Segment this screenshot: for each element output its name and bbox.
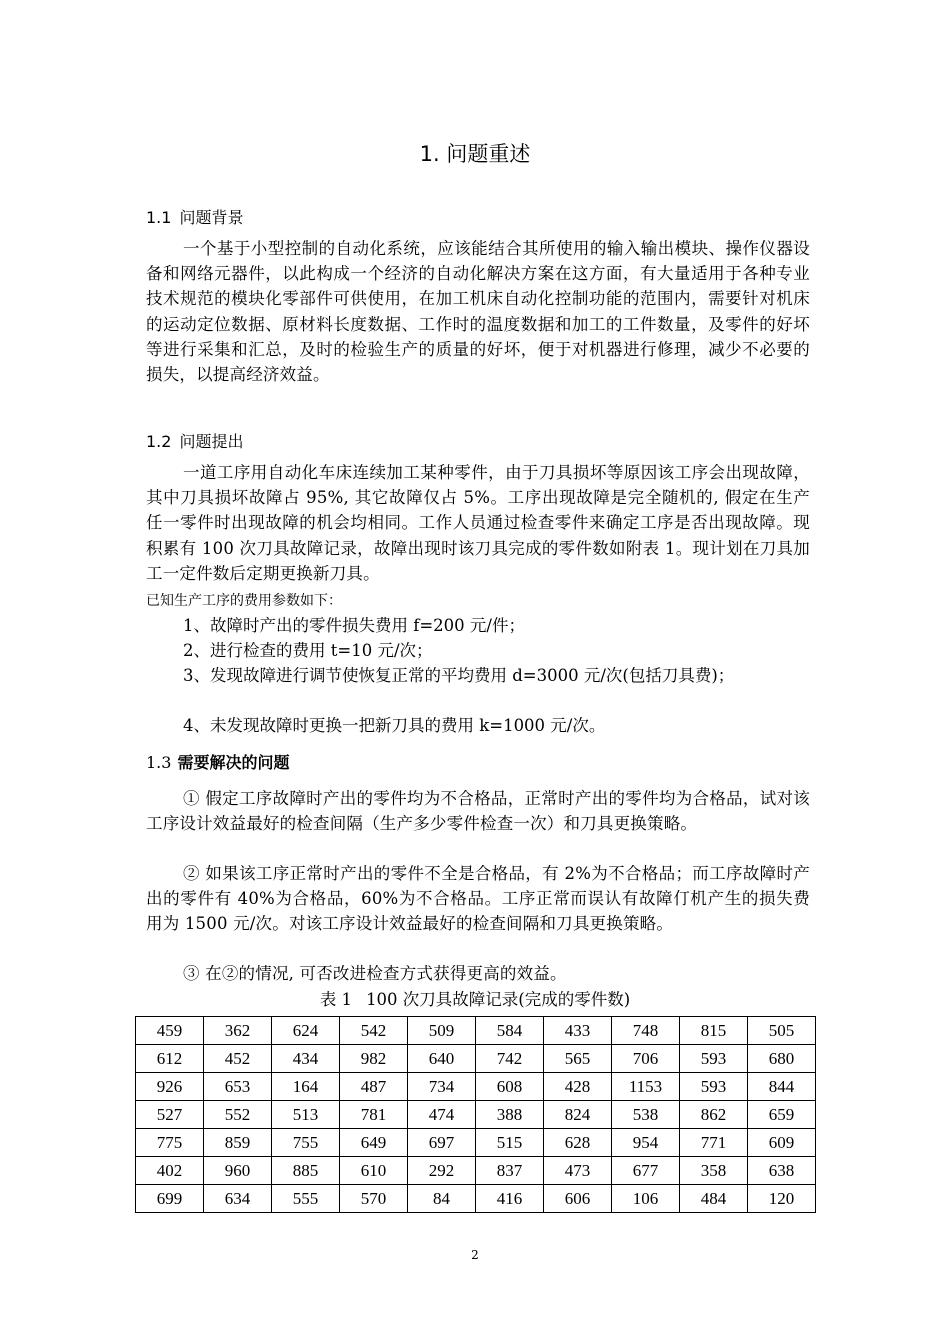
table-cell: 552 bbox=[204, 1101, 272, 1129]
table-cell: 699 bbox=[136, 1185, 204, 1213]
table-cell: 606 bbox=[544, 1185, 612, 1213]
table-cell: 538 bbox=[612, 1101, 680, 1129]
table-cell: 771 bbox=[680, 1129, 748, 1157]
tool-failure-table bbox=[135, 1016, 816, 1213]
table-cell: 362 bbox=[204, 1017, 272, 1045]
table-row bbox=[136, 1073, 816, 1101]
page-title: 1. 问题重述 bbox=[419, 142, 531, 166]
table-cell: 844 bbox=[748, 1073, 816, 1101]
table-cell: 677 bbox=[612, 1157, 680, 1185]
table-cell: 593 bbox=[680, 1073, 748, 1101]
table-row bbox=[136, 1101, 816, 1129]
table-caption bbox=[0, 986, 950, 1010]
table-cell: 542 bbox=[340, 1017, 408, 1045]
table-cell: 640 bbox=[408, 1045, 476, 1073]
table-caption-label: 表 1 bbox=[319, 990, 353, 1009]
table-cell: 515 bbox=[476, 1129, 544, 1157]
table-caption-text: 100 次刀具故障记录(完成的零件数) bbox=[366, 990, 631, 1009]
table-cell: 680 bbox=[748, 1045, 816, 1073]
table-cell: 653 bbox=[204, 1073, 272, 1101]
table-cell: 459 bbox=[136, 1017, 204, 1045]
table-cell: 837 bbox=[476, 1157, 544, 1185]
table-cell: 1153 bbox=[612, 1073, 680, 1101]
section-number: 1.1 bbox=[146, 208, 172, 227]
table-cell: 505 bbox=[748, 1017, 816, 1045]
table-cell: 628 bbox=[544, 1129, 612, 1157]
table-cell: 106 bbox=[612, 1185, 680, 1213]
cost-item: 3、发现故障进行调节使恢复正常的平均费用 d=3000 元/次(包括刀具费)； bbox=[183, 666, 735, 685]
section-heading-1-3 bbox=[146, 750, 289, 773]
cost-item: 4、未发现故障时更换一把新刀具的费用 k=1000 元/次。 bbox=[183, 716, 606, 735]
table-cell: 358 bbox=[680, 1157, 748, 1185]
section-number: 1.2 bbox=[146, 432, 172, 451]
section-title: 问题提出 bbox=[179, 432, 244, 451]
table-cell: 609 bbox=[748, 1129, 816, 1157]
table-cell: 120 bbox=[748, 1185, 816, 1213]
table-cell: 624 bbox=[272, 1017, 340, 1045]
table-cell: 748 bbox=[612, 1017, 680, 1045]
table-cell: 649 bbox=[340, 1129, 408, 1157]
table-cell: 527 bbox=[136, 1101, 204, 1129]
table-cell: 509 bbox=[408, 1017, 476, 1045]
table-cell: 433 bbox=[544, 1017, 612, 1045]
section-title: 问题背景 bbox=[179, 208, 244, 227]
table-row bbox=[136, 1017, 816, 1045]
table-cell: 84 bbox=[408, 1185, 476, 1213]
table-cell: 473 bbox=[544, 1157, 612, 1185]
table-row bbox=[136, 1157, 816, 1185]
table-cell: 638 bbox=[748, 1157, 816, 1185]
page-number: 2 bbox=[471, 1248, 479, 1262]
table-cell: 742 bbox=[476, 1045, 544, 1073]
table-cell: 610 bbox=[340, 1157, 408, 1185]
table-cell: 885 bbox=[272, 1157, 340, 1185]
table-cell: 926 bbox=[136, 1073, 204, 1101]
section-heading-1-2 bbox=[146, 429, 243, 452]
cost-item: 1、故障时产出的零件损失费用 f=200 元/件； bbox=[183, 616, 525, 635]
table-row bbox=[136, 1129, 816, 1157]
table-cell: 402 bbox=[136, 1157, 204, 1185]
table-cell: 775 bbox=[136, 1129, 204, 1157]
table-cell: 734 bbox=[408, 1073, 476, 1101]
background-paragraph: 一个基于小型控制的自动化系统，应该能结合其所使用的输入输出模块、操作仪器设备和网络元器件，以此构成一个经济的自动化解决方案在这方面，有大量适用于各种专业技术规范的模块化零部件可供使用，在加工机床自动化控制功能的范围内，需要针对机床的运动定位数据、原材料长度数据、工作时的温度数据和加工的工件数量，及零件的好坏等进行采集和汇总，及时的检验生产的质量的好坏，便于对机器进行修理，减少不必要的损失，以提高经济效益。 bbox=[146, 239, 810, 385]
question-paragraph: ② 如果该工序正常时产出的零件不全是合格品，有 2%为不合格品；而工序故障时产出的零件有 40%为合格品，60%为不合格品。工序正常而误认有故障仃机产生的损失费用为 1500 元/次。对该工序设计效益最好的检查间隔和刀具更换策略。 bbox=[146, 864, 810, 934]
table-cell: 584 bbox=[476, 1017, 544, 1045]
question-paragraph: ① 假定工序故障时产出的零件均为不合格品，正常时产出的零件均为合格品，试对该工序设计效益最好的检查间隔（生产多少零件检查一次）和刀具更换策略。 bbox=[146, 789, 810, 834]
table-row bbox=[136, 1185, 816, 1213]
table-cell: 434 bbox=[272, 1045, 340, 1073]
table-cell: 428 bbox=[544, 1073, 612, 1101]
table-cell: 513 bbox=[272, 1101, 340, 1129]
table-cell: 555 bbox=[272, 1185, 340, 1213]
table-cell: 634 bbox=[204, 1185, 272, 1213]
table-cell: 960 bbox=[204, 1157, 272, 1185]
table-cell: 593 bbox=[680, 1045, 748, 1073]
question-paragraph: ③ 在②的情况, 可否改进检查方式获得更高的效益。 bbox=[183, 964, 567, 983]
section-heading-1-1 bbox=[146, 205, 243, 228]
table-cell: 954 bbox=[612, 1129, 680, 1157]
table-row bbox=[136, 1045, 816, 1073]
table-cell: 416 bbox=[476, 1185, 544, 1213]
table-cell: 862 bbox=[680, 1101, 748, 1129]
section-number: 1.3 bbox=[146, 753, 172, 772]
table-cell: 388 bbox=[476, 1101, 544, 1129]
table-cell: 706 bbox=[612, 1045, 680, 1073]
section-title: 需要解决的问题 bbox=[177, 753, 290, 772]
table-cell: 982 bbox=[340, 1045, 408, 1073]
table-cell: 612 bbox=[136, 1045, 204, 1073]
table-cell: 474 bbox=[408, 1101, 476, 1129]
known-params-label: 已知生产工序的费用参数如下： bbox=[146, 593, 342, 609]
table-cell: 659 bbox=[748, 1101, 816, 1129]
table-cell: 697 bbox=[408, 1129, 476, 1157]
table-cell: 484 bbox=[680, 1185, 748, 1213]
table-cell: 755 bbox=[272, 1129, 340, 1157]
table-cell: 815 bbox=[680, 1017, 748, 1045]
cost-item: 2、进行检查的费用 t=10 元/次； bbox=[183, 641, 433, 660]
table-cell: 164 bbox=[272, 1073, 340, 1101]
table-cell: 859 bbox=[204, 1129, 272, 1157]
problem-paragraph: 一道工序用自动化车床连续加工某种零件，由于刀具损坏等原因该工序会出现故障，其中刀具损坏故障占 95%, 其它故障仅占 5%。工序出现故障是完全随机的, 假定在生产任一零件时出现故障的机会均相同。工作人员通过检查零件来确定工序是否出现故障。现积累有 100 次刀具故障记录，故障出现时该刀具完成的零件数如附表 1。现计划在刀具加工一定件数后定期更换新刀具。 bbox=[146, 463, 810, 583]
table-cell: 487 bbox=[340, 1073, 408, 1101]
table-cell: 565 bbox=[544, 1045, 612, 1073]
table-cell: 608 bbox=[476, 1073, 544, 1101]
table-cell: 292 bbox=[408, 1157, 476, 1185]
table-cell: 570 bbox=[340, 1185, 408, 1213]
table-cell: 781 bbox=[340, 1101, 408, 1129]
table-cell: 824 bbox=[544, 1101, 612, 1129]
table-cell: 452 bbox=[204, 1045, 272, 1073]
